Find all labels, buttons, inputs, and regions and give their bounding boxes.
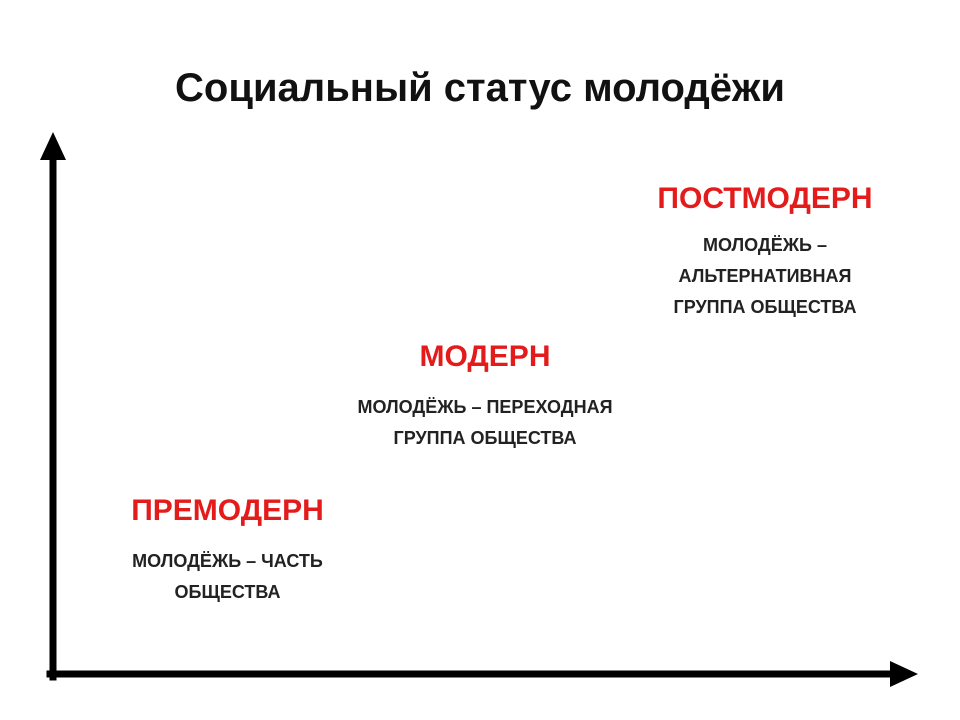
stage-modern-desc-line: МОЛОДЁЖЬ – ПЕРЕХОДНАЯ xyxy=(357,397,613,417)
stage-premodern xyxy=(95,494,360,608)
page-title: Социальный статус молодёжи xyxy=(175,66,785,110)
stage-postmodern-title: ПОСТМОДЕРН xyxy=(657,182,873,215)
stage-postmodern-description xyxy=(640,230,890,323)
stage-premodern-description xyxy=(95,546,360,608)
stage-postmodern-desc-line: МОЛОДЁЖЬ – xyxy=(702,235,828,255)
stage-postmodern-desc-line: АЛЬТЕРНАТИВНАЯ xyxy=(678,266,852,286)
stage-premodern-title: ПРЕМОДЕРН xyxy=(131,494,324,527)
stage-modern xyxy=(330,340,640,454)
stage-modern-desc-line: ГРУППА ОБЩЕСТВА xyxy=(393,428,577,448)
stage-postmodern xyxy=(640,182,890,323)
y-axis-arrow-icon xyxy=(40,132,66,160)
stage-postmodern-desc-line: ГРУППА ОБЩЕСТВА xyxy=(673,297,857,317)
stage-modern-description xyxy=(330,392,640,454)
stage-premodern-desc-line: ОБЩЕСТВА xyxy=(174,582,281,602)
stage-modern-title: МОДЕРН xyxy=(419,340,551,373)
stage-premodern-desc-line: МОЛОДЁЖЬ – ЧАСТЬ xyxy=(132,551,323,571)
x-axis-arrow-icon xyxy=(890,661,918,687)
